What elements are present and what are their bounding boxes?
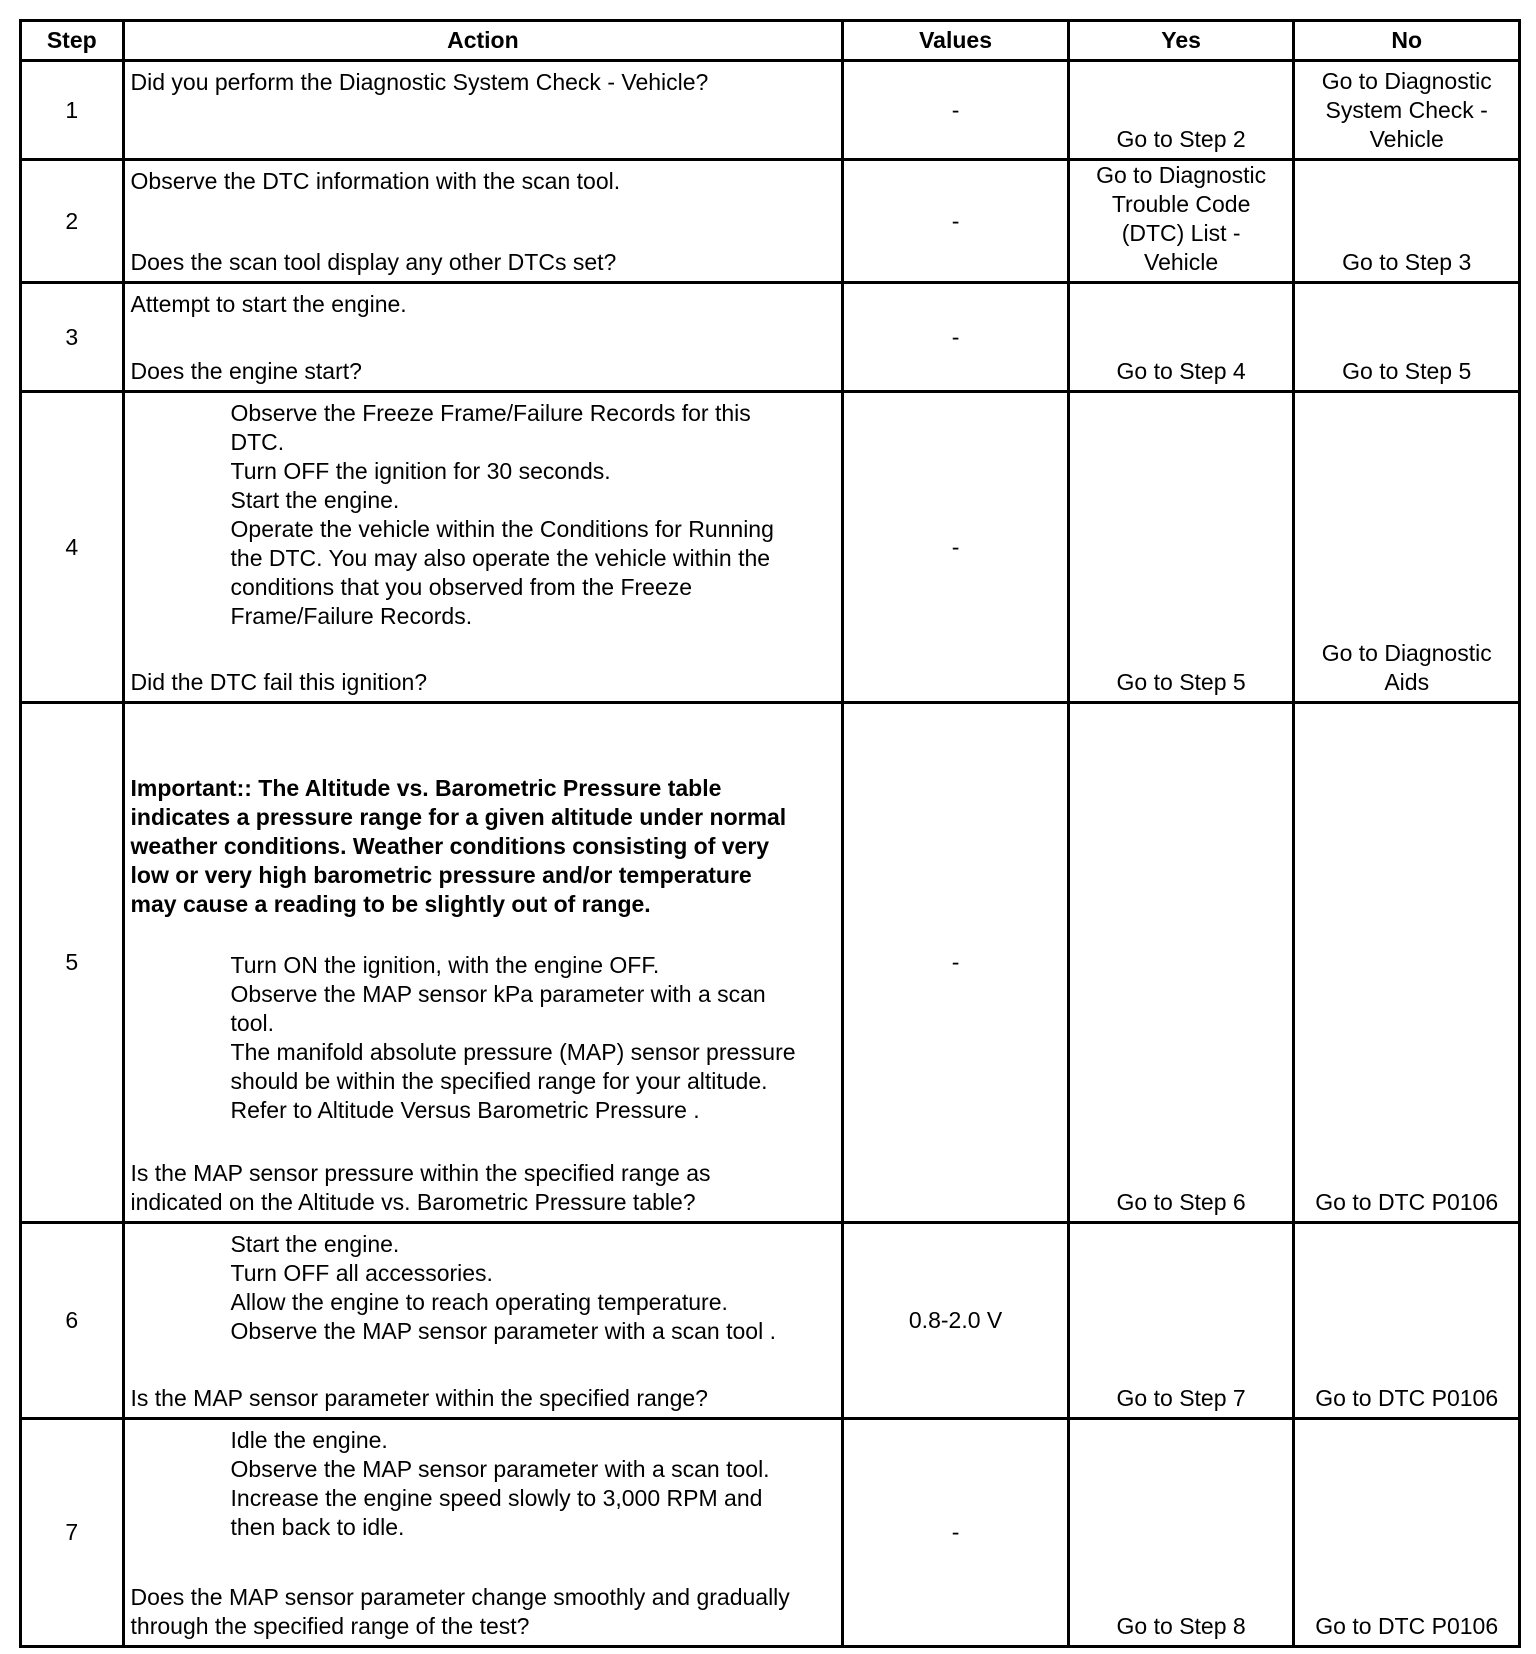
- action-cell: [123, 392, 843, 703]
- question-line: indicated on the Altitude vs. Barometric Pressure table?: [130, 1189, 696, 1215]
- table-row-step-3: [21, 283, 1520, 392]
- action-steps: [131, 1230, 834, 1346]
- yes-cell: Go to Step 8: [1068, 1419, 1294, 1647]
- table-row-step-2: [21, 160, 1520, 283]
- no-line: System Check -: [1325, 97, 1488, 123]
- action-step-line: Operate the vehicle within the Conditions for Running: [230, 516, 774, 542]
- header-action: Action: [123, 21, 843, 61]
- value-cell: -: [843, 160, 1069, 283]
- header-step: Step: [21, 21, 124, 61]
- action-step-line: Allow the engine to reach operating temperature.: [230, 1289, 728, 1315]
- no-line: Go to Diagnostic: [1321, 68, 1492, 94]
- no-line: Vehicle: [1369, 126, 1444, 152]
- yes-line: Vehicle: [1144, 249, 1219, 275]
- important-line: weather conditions. Weather conditions consisting of very: [130, 833, 770, 859]
- value-cell: 0.8-2.0 V: [843, 1223, 1069, 1419]
- table-row-step-1: [21, 61, 1520, 160]
- yes-line: Trouble Code: [1111, 191, 1251, 217]
- action-cell: [123, 61, 843, 160]
- action-step-line: Observe the MAP sensor kPa parameter with a scan: [230, 981, 766, 1007]
- no-cell: Go to Step 5: [1294, 283, 1520, 392]
- action-cell: [123, 703, 843, 1223]
- step-number: 6: [21, 1223, 124, 1419]
- yes-cell: Go to Step 2: [1068, 61, 1294, 160]
- action-intro: Observe the DTC information with the scan tool.: [130, 168, 621, 194]
- yes-line: (DTC) List -: [1121, 220, 1241, 246]
- no-cell: [1294, 61, 1520, 160]
- action-step-line: The manifold absolute pressure (MAP) sensor pressure: [230, 1039, 796, 1065]
- no-cell: Go to DTC P0106: [1294, 1419, 1520, 1647]
- action-question: Does the scan tool display any other DTCs set?: [130, 249, 617, 275]
- action-question: Did you perform the Diagnostic System Check - Vehicle?: [130, 69, 709, 95]
- header-values: Values: [843, 21, 1069, 61]
- value-cell: -: [843, 1419, 1069, 1647]
- table-row-step-7: [21, 1419, 1520, 1647]
- yes-cell: Go to Step 4: [1068, 283, 1294, 392]
- value-cell: -: [843, 392, 1069, 703]
- step-number: 2: [21, 160, 124, 283]
- action-step-line: Refer to Altitude Versus Barometric Pressure .: [230, 1097, 700, 1123]
- action-question: Is the MAP sensor parameter within the specified range?: [130, 1385, 708, 1411]
- important-line: low or very high barometric pressure and/or temperature: [130, 862, 752, 888]
- action-step-line: Observe the MAP sensor parameter with a scan tool.: [230, 1456, 770, 1482]
- step-number: 1: [21, 61, 124, 160]
- action-step-line: the DTC. You may also operate the vehicle within the: [230, 545, 771, 571]
- action-cell: [123, 1223, 843, 1419]
- action-intro: Attempt to start the engine.: [130, 291, 407, 317]
- action-steps: [131, 951, 834, 1125]
- yes-cell: [1068, 160, 1294, 283]
- action-step-line: should be within the specified range for your altitude.: [230, 1068, 768, 1094]
- action-step-line: Frame/Failure Records.: [230, 603, 473, 629]
- action-question: [131, 1583, 834, 1641]
- action-steps: [131, 1426, 834, 1542]
- action-step-line: Turn ON the ignition, with the engine OFF.: [230, 952, 660, 978]
- action-step-line: Idle the engine.: [230, 1427, 388, 1453]
- no-line: Aids: [1384, 669, 1430, 695]
- action-step-line: Observe the MAP sensor parameter with a scan tool .: [230, 1318, 776, 1344]
- action-step-line: tool.: [230, 1010, 274, 1036]
- step-number: 4: [21, 392, 124, 703]
- action-step-line: Turn OFF the ignition for 30 seconds.: [230, 458, 611, 484]
- header-row: [21, 21, 1520, 61]
- yes-cell: Go to Step 7: [1068, 1223, 1294, 1419]
- action-cell: [123, 160, 843, 283]
- step-number: 3: [21, 283, 124, 392]
- action-step-line: Turn OFF all accessories.: [230, 1260, 493, 1286]
- no-line: Go to Diagnostic: [1321, 640, 1492, 666]
- important-note: [131, 774, 834, 919]
- value-cell: -: [843, 283, 1069, 392]
- header-yes: Yes: [1068, 21, 1294, 61]
- action-question: Does the engine start?: [130, 358, 362, 384]
- question-line: Does the MAP sensor parameter change smoothly and gradually: [130, 1584, 790, 1610]
- action-question: Did the DTC fail this ignition?: [130, 669, 428, 695]
- step-number: 5: [21, 703, 124, 1223]
- action-steps: [131, 399, 834, 631]
- no-cell: [1294, 392, 1520, 703]
- question-line: Is the MAP sensor pressure within the specified range as: [130, 1160, 711, 1186]
- important-line: indicates a pressure range for a given altitude under normal: [130, 804, 787, 830]
- yes-line: Go to Diagnostic: [1096, 162, 1267, 188]
- action-step-line: then back to idle.: [230, 1514, 405, 1540]
- action-step-line: Observe the Freeze Frame/Failure Records for this: [230, 400, 751, 426]
- value-cell: -: [843, 61, 1069, 160]
- diagnostic-table: [19, 19, 1521, 1648]
- table-row-step-6: [21, 1223, 1520, 1419]
- no-cell: Go to Step 3: [1294, 160, 1520, 283]
- no-cell: Go to DTC P0106: [1294, 1223, 1520, 1419]
- question-line: through the specified range of the test?: [130, 1613, 530, 1639]
- value-cell: -: [843, 703, 1069, 1223]
- action-question: [131, 1159, 834, 1217]
- header-no: No: [1294, 21, 1520, 61]
- no-cell: Go to DTC P0106: [1294, 703, 1520, 1223]
- yes-cell: Go to Step 6: [1068, 703, 1294, 1223]
- action-step-line: Increase the engine speed slowly to 3,000 RPM and: [230, 1485, 763, 1511]
- action-cell: [123, 283, 843, 392]
- action-step-line: conditions that you observed from the Freeze: [230, 574, 693, 600]
- table-row-step-5: [21, 703, 1520, 1223]
- action-step-line: Start the engine.: [230, 1231, 400, 1257]
- important-line: may cause a reading to be slightly out of range.: [130, 891, 651, 917]
- yes-cell: Go to Step 5: [1068, 392, 1294, 703]
- action-step-line: DTC.: [230, 429, 285, 455]
- action-step-line: Start the engine.: [230, 487, 400, 513]
- step-number: 7: [21, 1419, 124, 1647]
- action-cell: [123, 1419, 843, 1647]
- table-row-step-4: [21, 392, 1520, 703]
- important-line: Important:: The Altitude vs. Barometric Pressure table: [130, 775, 722, 801]
